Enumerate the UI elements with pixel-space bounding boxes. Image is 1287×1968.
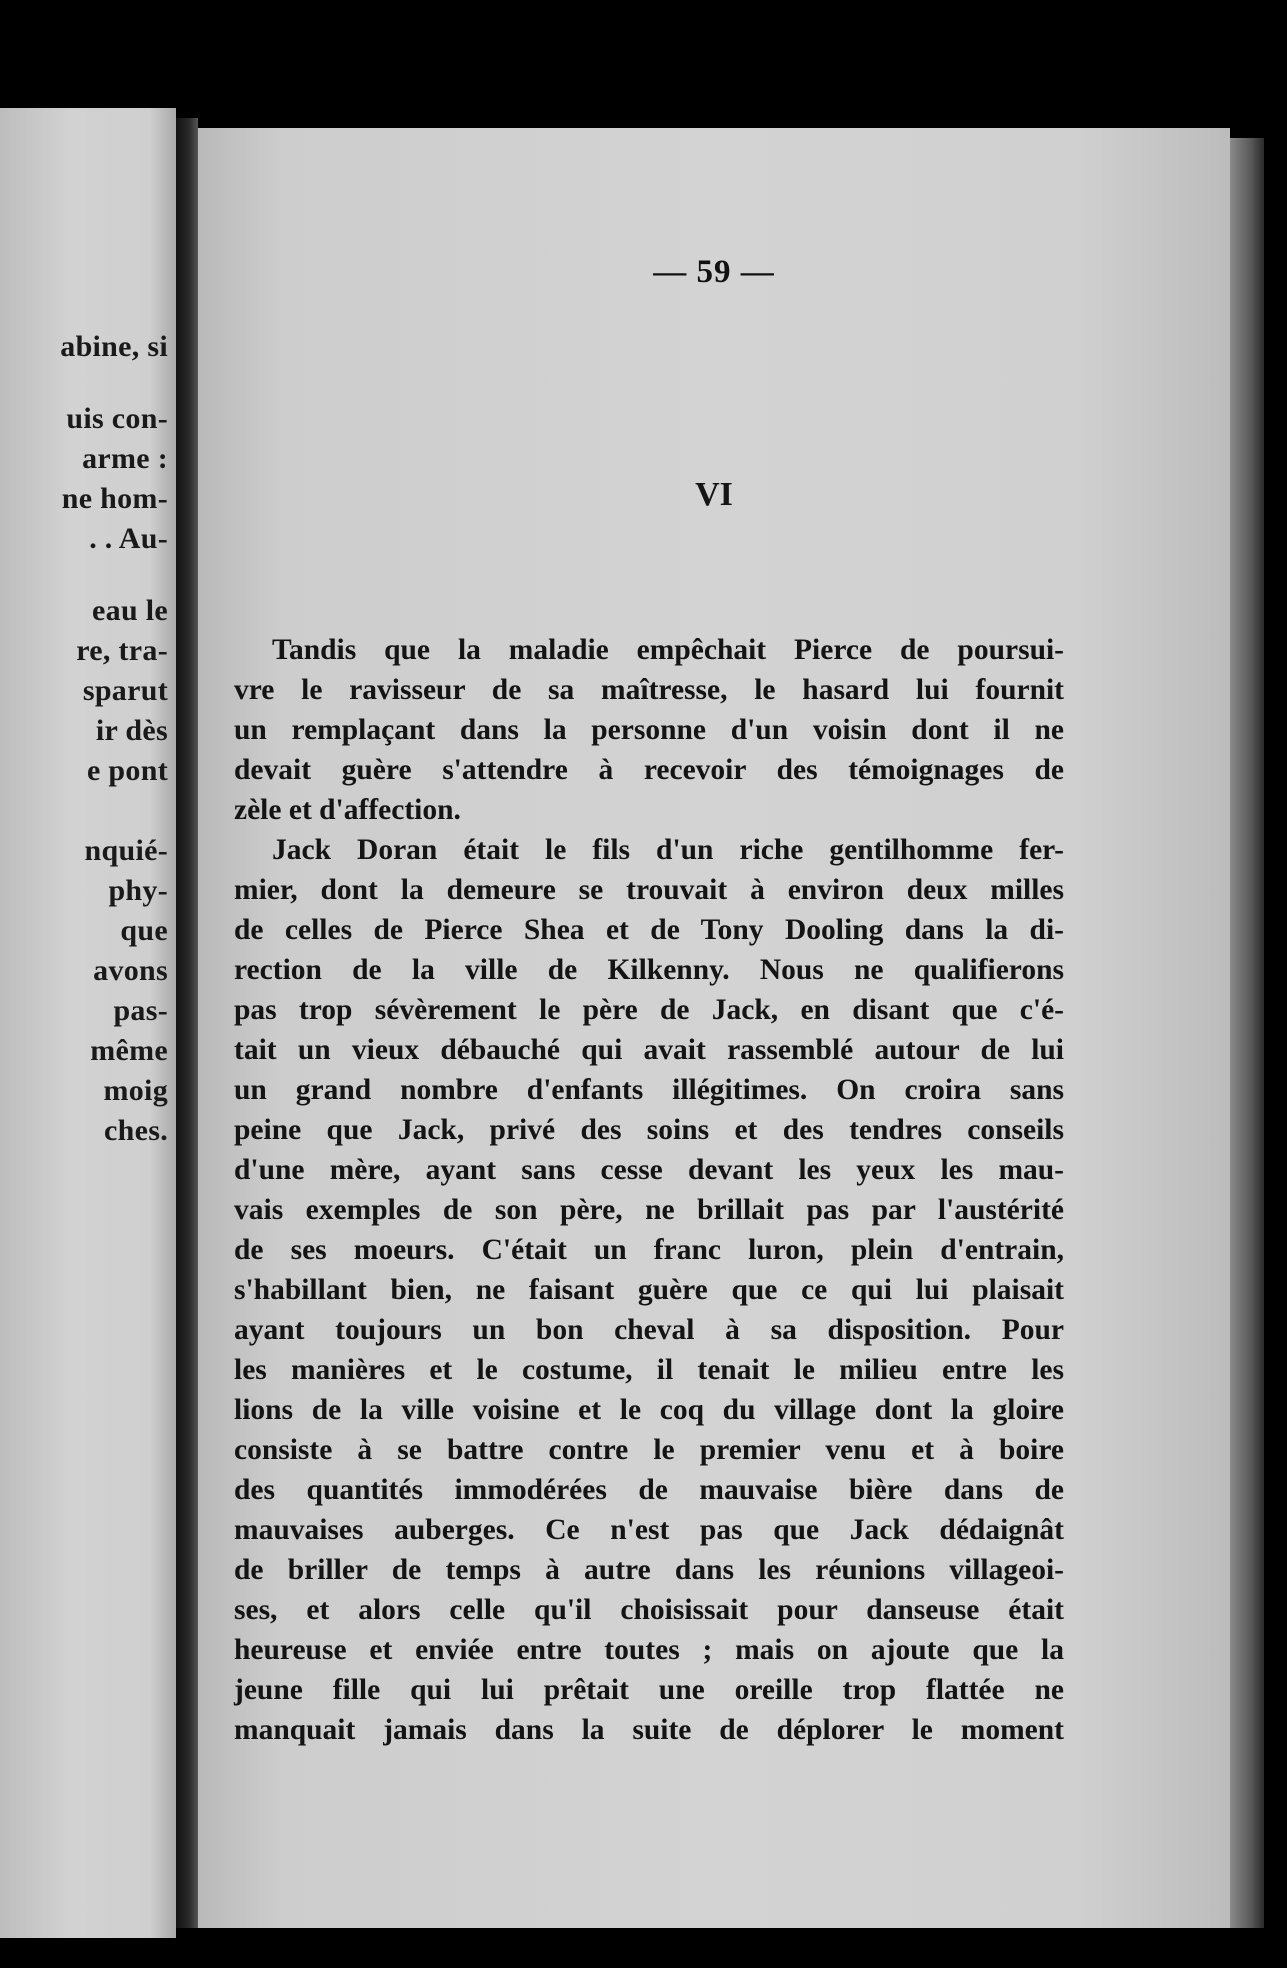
text-line: vais exemples de son père, ne brillait pas par l'austérité [234,1194,1064,1226]
text-line: Jack Doran était le fils d'un riche gentilhomme fer- [272,834,1064,866]
facing-page-line: arme : [82,442,168,475]
facing-page-line: avons [93,954,168,987]
facing-page-line: phy- [108,874,168,907]
text-line: pas trop sévèrement le père de Jack, en disant que c'é- [234,994,1064,1026]
facing-page-line: sparut [82,674,168,707]
text-line: s'habillant bien, ne faisant guère que ce qui lui plaisait [234,1274,1064,1306]
book-page [198,128,1230,1928]
text-line: peine que Jack, privé des soins et des tendres conseils [234,1114,1064,1146]
facing-page-line: uis con- [66,402,168,435]
text-line: ses, et alors celle qu'il choisissait pour danseuse était [234,1594,1064,1626]
text-line: mier, dont la demeure se trouvait à environ deux milles [234,874,1064,906]
text-line: zèle et d'affection. [234,794,461,826]
facing-page-line: ne hom- [61,482,168,515]
text-line: de celles de Pierce Shea et de Tony Dooling dans la di- [234,914,1064,946]
text-line: rection de la ville de Kilkenny. Nous ne qualifierons [234,954,1064,986]
facing-page [0,108,176,1938]
facing-page-line: pas- [113,994,168,1027]
text-line: devait guère s'attendre à recevoir des témoignages de [234,754,1064,786]
page-number: — 59 — [653,254,775,290]
book-gutter [176,118,198,1928]
text-line: mauvaises auberges. Ce n'est pas que Jack dédaignât [234,1514,1064,1546]
page-edge [1230,138,1264,1928]
facing-page-line: moig [103,1074,168,1107]
text-line: consiste à se battre contre le premier venu et à boire [234,1434,1064,1466]
facing-page-line: eau le [92,594,168,627]
facing-page-line: re, tra- [76,634,168,667]
facing-page-line: ches. [104,1114,168,1147]
facing-page-line: nquié- [84,834,168,867]
text-line: tait un vieux débauché qui avait rassemblé autour de lui [234,1034,1064,1066]
text-line: heureuse et enviée entre toutes ; mais on ajoute que la [234,1634,1064,1666]
text-line: jeune fille qui lui prêtait une oreille trop flattée ne [234,1674,1064,1706]
facing-page-line: abine, si [60,330,168,363]
facing-page-line: e pont [87,754,168,787]
text-line: de ses moeurs. C'était un franc luron, plein d'entrain, [234,1234,1064,1266]
text-line: un remplaçant dans la personne d'un voisin dont il ne [234,714,1064,746]
text-line: d'une mère, ayant sans cesse devant les yeux les mau- [234,1154,1064,1186]
text-line: un grand nombre d'enfants illégitimes. On croira sans [234,1074,1064,1106]
text-line: manquait jamais dans la suite de déplorer le moment [234,1714,1064,1746]
chapter-heading: VI [695,476,733,513]
text-line: vre le ravisseur de sa maîtresse, le hasard lui fournit [234,674,1064,706]
text-line: lions de la ville voisine et le coq du village dont la gloire [234,1394,1064,1426]
text-line: Tandis que la maladie empêchait Pierce de poursui- [272,634,1064,666]
page-body [234,630,1064,1750]
text-line: des quantités immodérées de mauvaise bière dans de [234,1474,1064,1506]
facing-page-line: même [90,1034,168,1067]
facing-page-line: ir dès [95,714,168,747]
text-line: de briller de temps à autre dans les réunions villageoi- [234,1554,1064,1586]
text-line: les manières et le costume, il tenait le milieu entre les [234,1354,1064,1386]
facing-page-line: que [120,914,168,947]
facing-page-line: . . Au- [89,522,168,555]
text-line: ayant toujours un bon cheval à sa disposition. Pour [234,1314,1064,1346]
